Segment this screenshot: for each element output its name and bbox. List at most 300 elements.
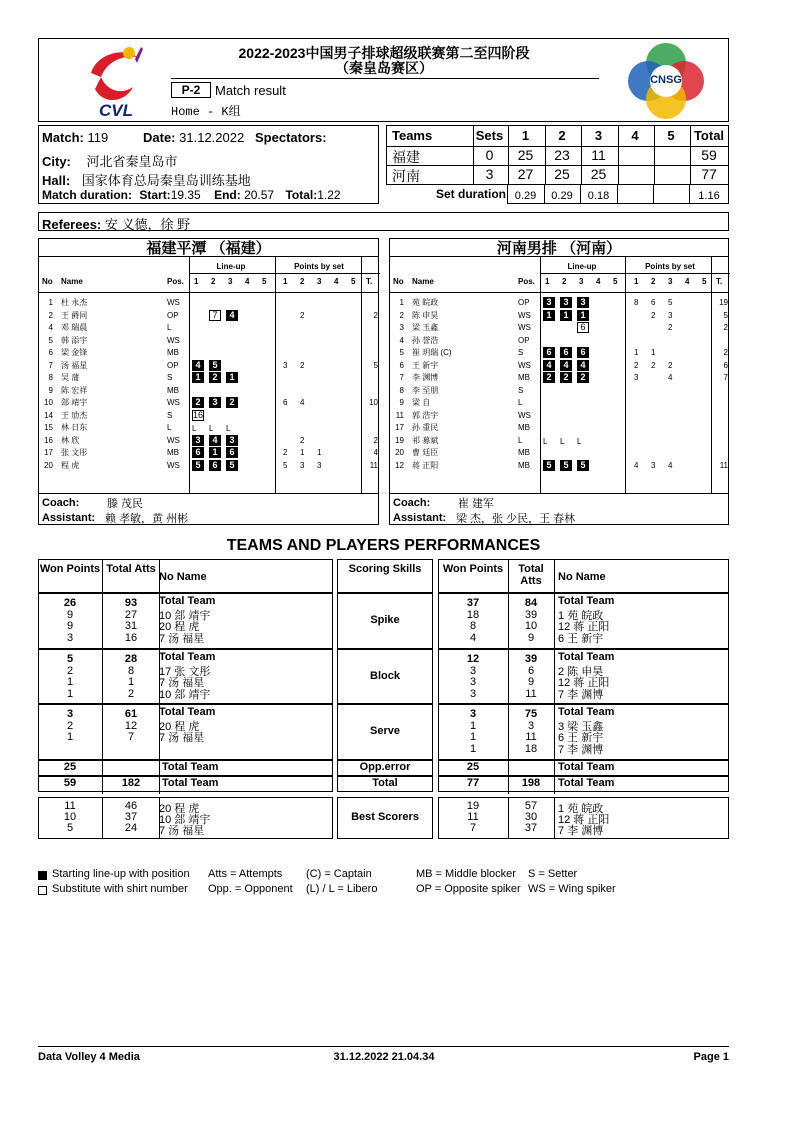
won-points: 1 bbox=[469, 719, 477, 732]
points-total: 10 bbox=[369, 398, 378, 407]
points-set-2: 2 bbox=[300, 310, 305, 320]
points-total: 2 bbox=[373, 435, 378, 445]
team-a-col-lineup-set-5: 5 bbox=[262, 277, 267, 286]
player-row bbox=[390, 321, 728, 334]
won-points: 1 bbox=[66, 676, 74, 688]
duration-line bbox=[42, 188, 341, 202]
best-player: 7 汤 福星 bbox=[159, 825, 205, 837]
team-b-col-points-set-5: 5 bbox=[702, 277, 707, 286]
lineup-position: 1 bbox=[560, 310, 572, 321]
player-row bbox=[39, 409, 378, 422]
score-row-a-s1: 25 bbox=[517, 147, 534, 163]
team-a-col-points-set-2: 2 bbox=[300, 277, 305, 286]
player-no: 20 bbox=[44, 460, 53, 470]
perf-h-atts-b: Total Atts bbox=[518, 563, 544, 587]
team-a-roster-header bbox=[39, 257, 378, 293]
legend-empty-square-icon bbox=[38, 886, 47, 895]
score-header-teams: Teams bbox=[392, 128, 433, 143]
total-atts: 8 bbox=[127, 664, 135, 677]
player-name: 陈 申昊 bbox=[412, 310, 439, 320]
score-row-a-s3: 11 bbox=[591, 147, 606, 163]
player-row bbox=[390, 409, 728, 422]
lineup-position: 1 bbox=[192, 372, 204, 383]
points-set-1: 3 bbox=[634, 373, 639, 382]
team-a-assistant-name: 赖 孝敏，黄 州彬 bbox=[105, 513, 189, 525]
player-name: 蒋 正阳 bbox=[412, 460, 439, 470]
lineup-position: 4 bbox=[577, 360, 589, 371]
player-label: 3 梁 玉鑫 bbox=[558, 720, 604, 733]
player-row bbox=[390, 446, 728, 459]
lineup-position: 3 bbox=[192, 435, 204, 446]
total-won-a: 59 bbox=[63, 777, 77, 789]
best-won: 5 bbox=[66, 822, 74, 834]
opp-won-b: 25 bbox=[466, 761, 480, 773]
referees-box bbox=[38, 212, 729, 231]
player-no: 14 bbox=[44, 410, 53, 420]
set-duration-label: Set duration bbox=[435, 187, 506, 201]
lineup-position: 4 bbox=[209, 435, 221, 446]
cnsg-logo-text: CNSG bbox=[650, 74, 682, 86]
team-b-col-points-set-2: 2 bbox=[651, 277, 656, 286]
points-set-3: 2 bbox=[668, 323, 673, 332]
team-a-col-pos: Pos. bbox=[167, 277, 184, 286]
player-pos: WS bbox=[167, 435, 180, 445]
won-points: 1 bbox=[66, 687, 74, 700]
team-a-col-lineup-set-2: 2 bbox=[211, 277, 216, 286]
player-name: 吴 蒲 bbox=[61, 373, 80, 382]
legend-opp: Opp. = Opponent bbox=[208, 883, 293, 895]
lineup-position: 6 bbox=[209, 460, 221, 471]
player-pos: WS bbox=[518, 360, 531, 370]
points-set-2: 4 bbox=[300, 398, 305, 407]
total-atts: 6 bbox=[527, 664, 535, 677]
player-no: 8 bbox=[48, 373, 53, 382]
lineup-position: 5 bbox=[192, 460, 204, 471]
lineup-position: 3 bbox=[577, 297, 589, 308]
player-row bbox=[390, 371, 728, 384]
player-name: 林 欣 bbox=[61, 435, 80, 445]
points-set-2: 2 bbox=[651, 310, 656, 320]
team-a-roster bbox=[38, 238, 379, 525]
score-row-a-sets: 0 bbox=[485, 147, 494, 163]
player-name: 李 渊博 bbox=[412, 373, 439, 382]
player-name: 崔 玥瑞 (C) bbox=[412, 348, 452, 357]
team-b-assistant-name: 梁 杰，张 少民，王 春林 bbox=[456, 513, 576, 525]
team-b-points-header: Points by set bbox=[645, 262, 695, 271]
player-pos: WS bbox=[518, 310, 531, 320]
total-name-b: Total Team bbox=[558, 777, 615, 789]
team-a-assistant-label: Assistant: bbox=[42, 512, 96, 524]
best-atts: 37 bbox=[524, 822, 538, 834]
player-pos: L bbox=[518, 398, 523, 407]
points-set-1: 2 bbox=[283, 448, 288, 457]
lineup-position: 1 bbox=[577, 310, 589, 321]
player-row bbox=[39, 384, 378, 397]
player-row bbox=[39, 359, 378, 372]
player-name: 梁 玉鑫 bbox=[412, 323, 439, 332]
team-b-header-rule bbox=[390, 292, 728, 293]
won-points: 3 bbox=[66, 631, 74, 644]
player-no: 3 bbox=[399, 323, 404, 332]
points-total: 11 bbox=[369, 460, 378, 470]
team-b-col-no: No bbox=[393, 277, 404, 286]
won-points: 3 bbox=[469, 664, 477, 677]
referees-names: 安 义德，徐 野 bbox=[104, 217, 191, 232]
lineup-position: 6 bbox=[560, 347, 572, 358]
perf-h-noname-a: No Name bbox=[159, 571, 207, 583]
player-name: 张 文彤 bbox=[61, 448, 88, 457]
cnsg-logo bbox=[626, 41, 706, 121]
legend-captain: (C) = Captain bbox=[306, 868, 372, 880]
team-b-roster-header bbox=[390, 257, 728, 293]
perf-skill-block: Block bbox=[370, 669, 400, 682]
player-no: 6 bbox=[399, 360, 404, 370]
lineup-position: 2 bbox=[209, 372, 221, 383]
best-won: 19 bbox=[466, 800, 480, 812]
player-row bbox=[390, 334, 728, 347]
best-won: 11 bbox=[64, 800, 76, 812]
points-set-1: 1 bbox=[634, 348, 639, 357]
lineup-position: L bbox=[192, 424, 197, 433]
player-label: 10 郐 靖宇 bbox=[159, 609, 211, 622]
points-total: 5 bbox=[373, 360, 378, 370]
player-no: 11 bbox=[395, 410, 404, 420]
total-atts: 75 bbox=[524, 708, 538, 720]
report-code: P-2 bbox=[171, 82, 211, 98]
points-set-1: 3 bbox=[283, 360, 288, 370]
player-no: 8 bbox=[399, 385, 404, 395]
lineup-position: 6 bbox=[577, 347, 589, 358]
total-atts-a: 182 bbox=[121, 777, 141, 789]
player-label: Total Team bbox=[558, 595, 615, 607]
lineup-position: 5 bbox=[226, 460, 238, 471]
lineup-position: 6 bbox=[543, 347, 555, 358]
lineup-position: 6 bbox=[577, 322, 589, 333]
lineup-position: 2 bbox=[577, 372, 589, 383]
legend-op: OP = Opposite spiker bbox=[416, 883, 521, 895]
team-a-coach-label: Coach: bbox=[42, 497, 80, 509]
player-row bbox=[39, 421, 378, 434]
best-atts: 24 bbox=[124, 822, 138, 834]
won-points: 18 bbox=[466, 608, 480, 621]
team-b-col-name: Name bbox=[412, 277, 434, 286]
team-a-col-points-set-3: 3 bbox=[317, 277, 322, 286]
points-total: 4 bbox=[373, 448, 378, 457]
score-row-b-sets: 3 bbox=[485, 166, 494, 182]
total-atts: 11 bbox=[525, 687, 537, 700]
player-no: 17 bbox=[395, 423, 404, 432]
total-atts-b: 198 bbox=[521, 777, 541, 789]
perf-h-won-b: Won Points bbox=[442, 563, 504, 575]
lineup-position: 1 bbox=[226, 372, 238, 383]
total-atts: 28 bbox=[124, 653, 138, 665]
lineup-position: L bbox=[577, 436, 582, 446]
score-row-b-team: 河南 bbox=[392, 168, 420, 184]
player-no: 9 bbox=[48, 385, 53, 395]
player-label: Total Team bbox=[159, 706, 216, 718]
lineup-position: 4 bbox=[543, 360, 555, 371]
player-pos: WS bbox=[518, 323, 531, 332]
player-pos: L bbox=[167, 323, 172, 332]
player-label: 7 汤 福星 bbox=[159, 732, 205, 744]
best-skill: Best Scorers bbox=[351, 811, 419, 823]
won-points: 3 bbox=[469, 687, 477, 700]
team-a-coach-name: 滕 茂民 bbox=[107, 498, 144, 510]
legend-libero: (L) / L = Libero bbox=[306, 883, 378, 895]
player-label: 10 郐 靖宇 bbox=[159, 688, 211, 701]
team-a-col-lineup-set-4: 4 bbox=[245, 277, 250, 286]
home-note: Home - K组 bbox=[171, 105, 241, 119]
player-pos: MB bbox=[518, 423, 530, 432]
player-row bbox=[390, 359, 728, 372]
team-b-col-total: T. bbox=[716, 277, 723, 286]
points-set-2: 2 bbox=[300, 360, 305, 370]
best-atts: 30 bbox=[524, 811, 538, 823]
player-label: 17 张 文彤 bbox=[159, 665, 211, 678]
player-name: 汤 福星 bbox=[61, 360, 88, 370]
player-pos: MB bbox=[518, 373, 530, 382]
points-set-1: 5 bbox=[283, 460, 288, 470]
won-points: 4 bbox=[469, 631, 477, 644]
date-label: Date: bbox=[143, 130, 176, 145]
footer-right: Page 1 bbox=[693, 1051, 729, 1063]
perf-h-noname-b: No Name bbox=[558, 571, 606, 583]
team-b-col-lineup-set-5: 5 bbox=[613, 277, 618, 286]
hall-value: 国家体育总局秦皇岛训练基地 bbox=[81, 173, 251, 188]
legend-filled-square-icon bbox=[38, 871, 47, 880]
total-skill: Total bbox=[372, 777, 398, 789]
team-a-lineup-header: Line-up bbox=[216, 262, 246, 271]
end-value: 20.57 bbox=[244, 188, 275, 202]
lineup-position: 6 bbox=[192, 447, 204, 458]
points-set-1: 6 bbox=[283, 398, 288, 407]
hall-label: Hall: bbox=[42, 173, 71, 188]
points-total: 7 bbox=[723, 373, 728, 382]
lineup-position: 2 bbox=[560, 372, 572, 383]
best-player: 1 苑 皖政 bbox=[558, 803, 604, 815]
points-set-2: 1 bbox=[300, 448, 305, 457]
player-name: 郐 靖宇 bbox=[61, 398, 88, 407]
total-label: Total: bbox=[285, 188, 318, 202]
player-no: 1 bbox=[48, 298, 53, 307]
total-atts: 16 bbox=[124, 631, 138, 644]
best-player: 20 程 虎 bbox=[159, 803, 200, 815]
lineup-position: 1 bbox=[543, 310, 555, 321]
player-label: Total Team bbox=[558, 651, 615, 663]
points-total: 2 bbox=[723, 323, 728, 332]
spectators-label: Spectators: bbox=[255, 130, 327, 145]
team-a-team-name: 福建平潭 （福建） bbox=[146, 240, 271, 257]
player-row bbox=[390, 459, 728, 472]
opp-name-b: Total Team bbox=[558, 761, 615, 773]
title-underline bbox=[171, 78, 599, 79]
team-a-col-points-set-4: 4 bbox=[334, 277, 339, 286]
best-atts: 57 bbox=[524, 800, 538, 812]
won-points: 37 bbox=[466, 597, 480, 609]
points-total: 11 bbox=[719, 460, 728, 470]
title-line2: （秦皇岛赛区） bbox=[335, 60, 433, 76]
player-row bbox=[390, 434, 728, 447]
points-set-2: 2 bbox=[300, 435, 305, 445]
legend bbox=[38, 868, 729, 900]
player-name: 曹 廷臣 bbox=[412, 448, 439, 457]
player-row bbox=[390, 346, 728, 359]
perf-skill-serve: Serve bbox=[370, 725, 400, 737]
team-a-points-header: Points by set bbox=[294, 262, 344, 271]
best-atts: 37 bbox=[124, 811, 138, 823]
won-points: 2 bbox=[66, 719, 74, 732]
score-row-b-s3: 25 bbox=[590, 166, 607, 182]
player-name: 苑 皖政 bbox=[412, 298, 439, 307]
player-row bbox=[390, 421, 728, 434]
player-label: 7 汤 福星 bbox=[159, 677, 205, 689]
team-b-assistant-label: Assistant: bbox=[393, 512, 447, 524]
team-b-col-lineup-set-1: 1 bbox=[545, 277, 550, 286]
points-set-3: 2 bbox=[668, 360, 673, 370]
player-pos: MB bbox=[167, 385, 179, 395]
player-row bbox=[39, 459, 378, 472]
opp-won-a: 25 bbox=[63, 761, 77, 773]
best-b-vline-2 bbox=[554, 797, 555, 839]
score-row-b-total: 77 bbox=[701, 166, 717, 182]
points-set-1: 2 bbox=[634, 360, 639, 370]
player-name: 祁 募斌 bbox=[412, 435, 439, 445]
lineup-position: 3 bbox=[543, 297, 555, 308]
player-name: 郭 浩宇 bbox=[412, 410, 439, 420]
total-name-a: Total Team bbox=[162, 777, 219, 789]
player-no: 15 bbox=[44, 423, 53, 432]
legend-substitute: Substitute with shirt number bbox=[52, 883, 188, 895]
points-set-2: 3 bbox=[651, 460, 656, 470]
player-pos: S bbox=[167, 410, 173, 420]
player-pos: WS bbox=[518, 410, 531, 420]
player-no: 9 bbox=[399, 398, 404, 407]
player-no: 20 bbox=[395, 448, 404, 457]
match-line bbox=[42, 130, 108, 145]
points-set-3: 4 bbox=[668, 373, 673, 382]
city-label: City: bbox=[42, 154, 71, 169]
cvl-logo bbox=[77, 43, 149, 119]
lineup-position: 1 bbox=[209, 447, 221, 458]
player-pos: OP bbox=[167, 360, 179, 370]
lineup-position: L bbox=[226, 424, 231, 433]
player-label: 7 汤 福星 bbox=[159, 632, 205, 645]
player-label: 12 蒋 正阳 bbox=[558, 677, 610, 689]
best-player: 7 李 渊博 bbox=[558, 825, 604, 837]
player-no: 2 bbox=[399, 310, 404, 320]
team-b-col-lineup-set-4: 4 bbox=[596, 277, 601, 286]
team-b-col-points-set-4: 4 bbox=[685, 277, 690, 286]
total-atts: 84 bbox=[524, 597, 538, 609]
team-b-col-lineup-set-2: 2 bbox=[562, 277, 567, 286]
city-value: 河北省秦皇岛市 bbox=[86, 154, 178, 169]
player-name: 韩 添宇 bbox=[61, 335, 88, 345]
player-pos: S bbox=[518, 348, 524, 357]
player-pos: MB bbox=[167, 448, 179, 457]
player-no: 2 bbox=[48, 310, 53, 320]
team-b-roster bbox=[389, 238, 729, 525]
team-a-col-name: Name bbox=[61, 277, 83, 286]
player-no: 6 bbox=[48, 348, 53, 357]
total-atts: 12 bbox=[124, 719, 138, 732]
player-name: 邓 瑞晨 bbox=[61, 323, 88, 332]
player-name: 林 日东 bbox=[61, 423, 88, 432]
best-won: 7 bbox=[469, 822, 477, 834]
player-name: 孙 誉浩 bbox=[412, 335, 439, 345]
date-line bbox=[143, 130, 244, 145]
lineup-position: 4 bbox=[560, 360, 572, 371]
total-atts: 27 bbox=[124, 608, 138, 621]
player-label: 7 李 渊博 bbox=[558, 743, 604, 756]
score-row-b-s2: 25 bbox=[554, 166, 570, 182]
lineup-position: L bbox=[543, 436, 548, 446]
player-row bbox=[39, 321, 378, 334]
match-info-box bbox=[38, 125, 379, 204]
player-pos: S bbox=[518, 385, 524, 395]
player-pos: L bbox=[518, 435, 523, 445]
hall-line bbox=[42, 170, 251, 189]
player-label: 1 苑 皖政 bbox=[558, 609, 604, 622]
player-row bbox=[390, 309, 728, 322]
player-name: 程 虎 bbox=[61, 460, 80, 470]
end-label: End: bbox=[214, 188, 241, 202]
best-player: 12 蒋 正阳 bbox=[558, 814, 610, 826]
player-row bbox=[39, 309, 378, 322]
city-line bbox=[42, 151, 178, 170]
won-points: 8 bbox=[469, 620, 477, 632]
player-no: 1 bbox=[399, 298, 404, 307]
points-set-3: 4 bbox=[668, 460, 673, 470]
won-points: 3 bbox=[66, 708, 74, 720]
team-b-coach-name: 崔 建军 bbox=[458, 498, 495, 510]
player-row bbox=[39, 371, 378, 384]
player-label: Total Team bbox=[558, 706, 615, 718]
score-header-total: Total bbox=[693, 128, 725, 143]
player-pos: MB bbox=[518, 460, 530, 470]
player-label: 6 王 新宇 bbox=[558, 732, 604, 744]
player-label: 12 蒋 正阳 bbox=[558, 621, 610, 633]
score-header-sets: Sets bbox=[475, 128, 504, 143]
won-points: 1 bbox=[469, 731, 477, 743]
set-duration-3: 0.18 bbox=[587, 190, 610, 202]
team-b-coach-rule bbox=[390, 493, 728, 494]
lineup-position: 3 bbox=[560, 297, 572, 308]
player-no: 10 bbox=[44, 398, 53, 407]
team-a-col-points-set-1: 1 bbox=[283, 277, 288, 286]
points-set-2: 6 bbox=[651, 298, 656, 307]
legend-atts: Atts = Attempts bbox=[208, 868, 283, 880]
won-points: 26 bbox=[63, 597, 77, 609]
player-pos: WS bbox=[167, 298, 180, 307]
player-name: 王 爵同 bbox=[61, 310, 88, 320]
player-pos: WS bbox=[167, 398, 180, 407]
player-pos: OP bbox=[518, 335, 530, 345]
player-no: 12 bbox=[395, 460, 404, 470]
player-label: Total Team bbox=[159, 595, 216, 607]
player-label: 2 陈 申昊 bbox=[558, 665, 604, 678]
player-pos: L bbox=[167, 423, 172, 432]
team-a-coach-rule bbox=[39, 493, 378, 494]
points-set-1: 8 bbox=[634, 298, 639, 307]
player-name: 梁 自 bbox=[412, 398, 431, 407]
duration-label: Match duration: bbox=[42, 188, 132, 202]
won-points: 12 bbox=[466, 653, 480, 665]
total-atts: 9 bbox=[527, 631, 535, 644]
team-a-header-sep bbox=[189, 273, 380, 274]
player-no: 16 bbox=[44, 435, 53, 445]
player-name: 王 新宇 bbox=[412, 360, 439, 370]
total-atts: 61 bbox=[124, 708, 138, 720]
